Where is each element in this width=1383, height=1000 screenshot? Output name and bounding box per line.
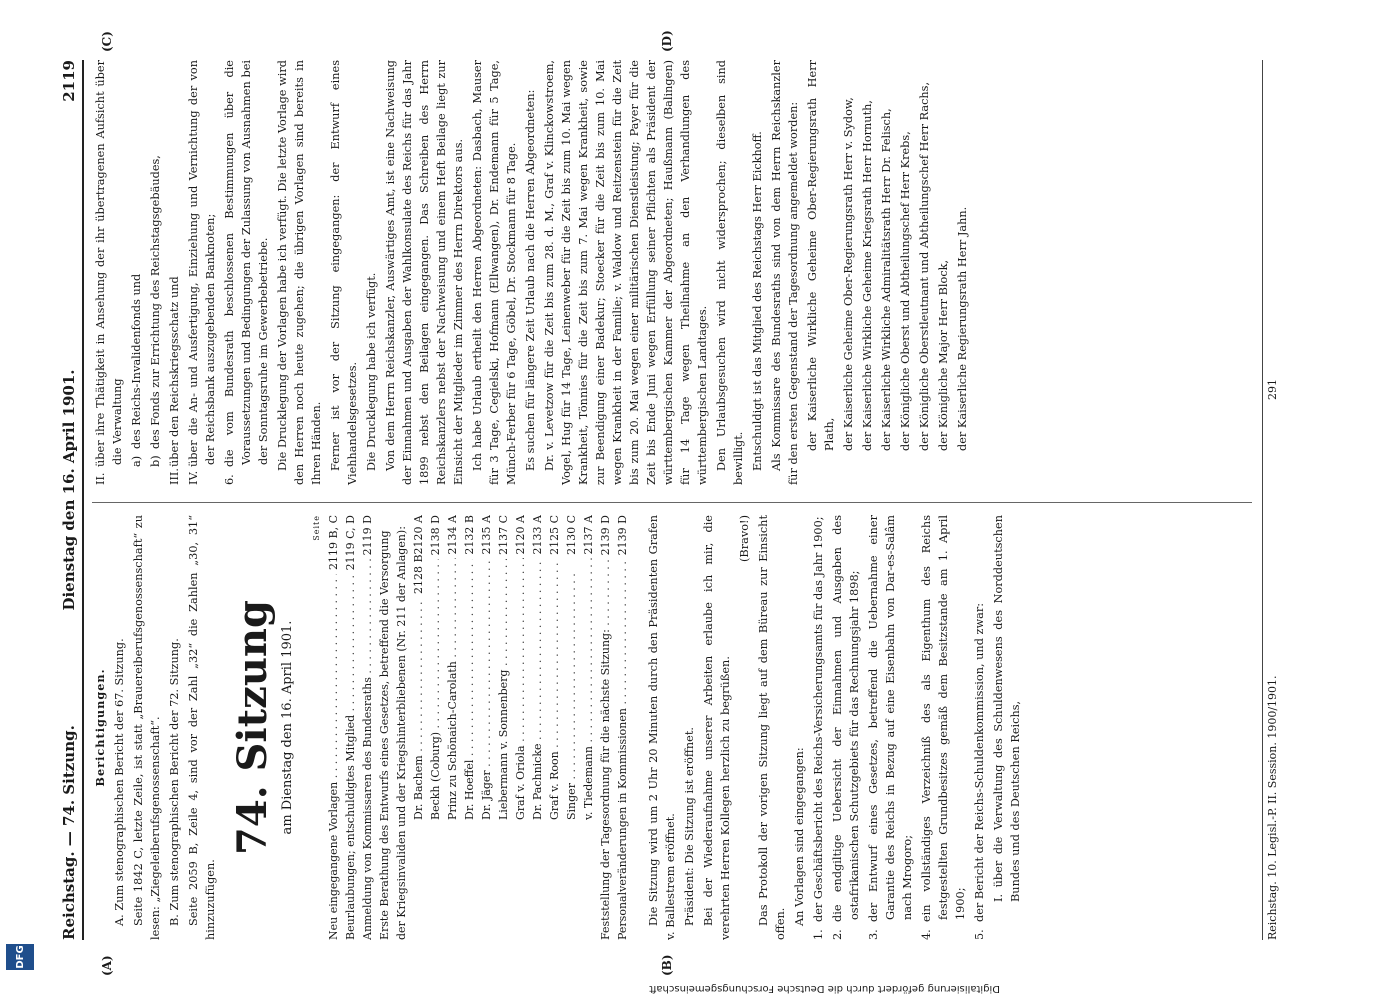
paragraph: Die Drucklegung der Vorlagen habe ich verfügt. Die letzte Vorlage wird den Herren noch heute zugehen; die übrigen Vorlagen sind bereits in Ihren Händen. bbox=[276, 60, 323, 485]
left-column bbox=[92, 515, 1252, 940]
toc-row bbox=[529, 515, 546, 940]
commissioner-name: der Kaiserliche Regierungsrath Herr Jahn. bbox=[956, 206, 969, 451]
list-item bbox=[221, 60, 272, 485]
toc-page: 2139 D bbox=[597, 515, 614, 559]
toc-row bbox=[597, 515, 614, 940]
seite-label: Seite bbox=[312, 515, 321, 541]
toc-text: Singer . . . bbox=[563, 559, 580, 940]
list-item bbox=[810, 515, 827, 940]
column-divider bbox=[92, 502, 1252, 503]
toc-page: 2133 A bbox=[529, 515, 546, 558]
list-text: der Entwurf eines Gesetzes, betreffend die Uebernahme einer Garantie des Reichs in Bezug auf eine Eisenbahn von Dar-es-Salâm nach Mrogoro; bbox=[867, 515, 914, 922]
list-item bbox=[185, 60, 219, 485]
list-text: die endgiltige Uebersicht der Einnahmen und Ausgaben des ostafrikanischen Schutzgebiets für das Rechnungsjahr 1898; bbox=[831, 515, 861, 922]
toc-row bbox=[614, 515, 631, 940]
list-text: des Reichs-Invalidenfonds und bbox=[130, 273, 143, 449]
corrections-title: Berichtigungen. bbox=[93, 668, 107, 787]
toc-page: 2120 A bbox=[412, 515, 425, 555]
toc-page: 2134 A bbox=[444, 515, 461, 558]
list-text: über den Reichskriegsschatz und bbox=[168, 276, 181, 467]
submissions-intro: An Vorlagen sind eingegangen: bbox=[793, 747, 806, 926]
margin-mark-a: (A) bbox=[100, 955, 114, 976]
correction-line: Seite 2059 B, Zeile 4, sind vor der Zahl „32“ die Zahlen „30, 31“ hinzuzufügen. bbox=[187, 515, 217, 940]
table-of-contents bbox=[325, 515, 631, 940]
list-subitem: I. über die Verwaltung des Schuldenwesens des Norddeutschen Bundes und des Deutschen Reichs, bbox=[992, 515, 1022, 902]
toc-row bbox=[546, 515, 563, 940]
list-number: IV. bbox=[187, 470, 200, 485]
toc-text: Liebermann v. Sonnenberg . . . bbox=[495, 559, 512, 940]
header-page-number: 2119 bbox=[60, 60, 78, 102]
toc-row bbox=[359, 515, 376, 940]
toc-row bbox=[512, 515, 529, 940]
toc-text: Graf v. Oriola . . . bbox=[512, 558, 529, 940]
toc-text: Erste Berathung des Entwurfs eines Gesetzes, betreffend die Versorgung der Kriegsinvaliden und der Kriegshinterbliebenen (Nr. 211 der Anlagen): bbox=[378, 526, 408, 940]
commissioner-name: der Königliche Oberst und Abtheilungschef Herr Krebs, bbox=[899, 131, 912, 451]
toc-page: 2132 B bbox=[461, 515, 478, 559]
list-subitem bbox=[147, 60, 164, 485]
list-text: ein vollständiges Verzeichniß des als Eigenthum des Reichs festgestellten Grundbesitzes gemäß dem Besitzstande am 1. April 1900; bbox=[920, 515, 967, 922]
list-number: a) bbox=[130, 455, 143, 467]
list-number: 3. bbox=[867, 929, 880, 940]
protocol-paragraph: Das Protokoll der vorigen Sitzung liegt auf dem Büreau zur Einsicht offen. bbox=[757, 515, 787, 940]
paragraph: Dr. v. Levetzow für die Zeit bis zum 28. d. M., Graf v. Klinckowstroem, Vogel, Hug für 14 Tage, Leinenweber für die Zeit bis zum 10. Mai wegen Krankheit, Tönnies für die Zeit bis zum 7. Mai wegen Krankheit, sowie zur Beendigung einer Badekur; Stoecker für die Zeit bis zum 10. Mai wegen Krankheit in der Familie; v. Waldow und Reitzenstein für die Zeit bis zum 20. Mai wegen einer militärischen Dienstleistung; Payer für die Zeit bis Ende Juni wegen Erfüllung seiner Pflichten als Präsident der württembergischen Kammer der Abgeordneten; Haußmann (Balingen) für 14 Tage wegen Theilnahme an den Verhandlungen des württembergischen Landtages. bbox=[543, 60, 709, 485]
list-item bbox=[971, 515, 988, 940]
toc-text: Neu eingegangene Vorlagen . . . bbox=[325, 574, 342, 940]
folio-number: 291 bbox=[1266, 379, 1279, 400]
commissioner-name: der Kaiserliche Geheime Ober-Regierungsrath Herr v. Sydow, bbox=[842, 97, 855, 451]
commissioner-name: der Kaiserliche Wirkliche Geheime Kriegsrath Herr Hornuth, bbox=[861, 100, 874, 451]
commissioner-name: der Königliche Major Herr Block, bbox=[937, 259, 950, 451]
toc-row bbox=[410, 554, 427, 940]
toc-text: Personalveränderungen in Kommissionen . . . bbox=[614, 559, 631, 940]
list-text: die vom Bundesrath beschlossenen Bestimmungen über die Voraussetzungen und Bedingungen der Zulassung von Ausnahmen bei der Sonntagsruhe im Gewerbebetriebe. bbox=[223, 60, 270, 467]
toc-text: Anmeldung von Kommissaren des Bundesraths . . . bbox=[359, 559, 376, 940]
toc-page: 2130 C bbox=[563, 515, 580, 559]
toc-page: 2120 A bbox=[512, 515, 529, 558]
toc-text: v. Tiedemann . . . bbox=[580, 558, 597, 940]
toc-page: 2128 B bbox=[410, 554, 427, 598]
paragraph: Von dem Herrn Reichskanzler, Auswärtiges Amt, ist eine Nachweisung der Einnahmen und Ausgaben der Wahlkonsulate des Reichs für das Jahr 1899 nebst den Beilagen eingegangen. Das Schreiben des Herrn Reichskanzlers nebst der Nachweisung und einem Heft Beilage liegt zur Einsicht der Mitglieder im Zimmer des Herrn Direktors aus. bbox=[384, 60, 465, 485]
paragraph: Ich habe Urlaub ertheilt den Herren Abgeordneten: Dasbach, Mauser für 3 Tage, Cegielski, Hofmann (Ellwangen), Dr. Endemann für 5 Tage, Münch-Ferber für 6 Tage, Göbel, Dr. Stockmann für 8 Tage. bbox=[471, 60, 518, 485]
commissioner-name: der Kaiserliche Wirkliche Geheime Ober-Regierungsrath Herr Plath, bbox=[806, 60, 836, 451]
toc-page: 2125 C bbox=[546, 515, 563, 559]
toc-page: 2119 B, C bbox=[325, 515, 342, 574]
toc-page: 2137 A bbox=[580, 515, 597, 558]
toc-row bbox=[427, 515, 444, 940]
welcome-paragraph: Bei der Wiederaufnahme unserer Arbeiten erlaube ich mir, die verehrten Herren Kollegen herzlich zu begrüßen. bbox=[702, 515, 732, 940]
margin-mark-d: (D) bbox=[660, 30, 674, 52]
toc-text: Dr. Pachnicke . . . bbox=[529, 558, 546, 940]
toc-text: Feststellung der Tagesordnung für die nächste Sitzung: . . . bbox=[597, 559, 614, 940]
toc-text: Dr. Bachem . . . bbox=[410, 598, 427, 940]
header-left: Reichstag. — 74. Sitzung. bbox=[60, 725, 78, 940]
toc-text: Beurlaubungen; entschuldigtes Mitglied . . . bbox=[342, 574, 359, 940]
correction-line: B. Zum stenographischen Bericht der 72. Sitzung. bbox=[168, 638, 181, 926]
list-number: 5. bbox=[973, 929, 986, 940]
list-text: des Fonds zur Errichtung des Reichstagsgebäudes, bbox=[149, 155, 162, 449]
toc-row bbox=[495, 515, 512, 940]
toc-row bbox=[342, 515, 359, 940]
list-subitem bbox=[128, 60, 145, 485]
toc-row bbox=[325, 515, 342, 940]
toc-text: Dr. Jäger . . . bbox=[478, 558, 495, 940]
list-item bbox=[829, 515, 863, 940]
list-text: über die An- und Ausfertigung, Einziehung und Vernichtung der von der Reichsbank auszugebenden Banknoten; bbox=[187, 60, 217, 467]
list-text: über ihre Thätigkeit in Ansehung der ihr übertragenen Aufsicht über die Verwaltung bbox=[94, 60, 124, 467]
toc-text: Dr. Hoeffel . . . bbox=[461, 559, 478, 940]
footer-source: Reichstag. 10. Legisl.-P. II. Session. 1900/1901. bbox=[1266, 675, 1279, 940]
margin-mark-c: (C) bbox=[100, 31, 114, 52]
list-number: b) bbox=[149, 455, 162, 467]
paragraph: Die Drucklegung habe ich verfügt. bbox=[365, 272, 378, 471]
paragraph: Entschuldigt ist das Mitglied des Reichstags Herr Eickhoff. bbox=[751, 131, 764, 471]
paragraph: Den Urlaubsgesuchen wird nicht widersprochen; dieselben sind bewilligt. bbox=[715, 60, 745, 485]
bravo-remark: (Bravo!) bbox=[738, 515, 751, 562]
session-subtitle: am Dienstag den 16. April 1901. bbox=[280, 620, 295, 835]
toc-page: 2135 A bbox=[478, 515, 495, 558]
list-number: II. bbox=[94, 472, 107, 485]
list-item bbox=[865, 515, 916, 940]
toc-page: 2139 D bbox=[614, 515, 631, 559]
toc-page: 2138 D bbox=[427, 515, 444, 559]
correction-line: A. Zum stenographischen Bericht der 67. Sitzung. bbox=[113, 638, 126, 926]
commissioner-name: der Königliche Oberstleutnant und Abtheilungschef Herr Rachs, bbox=[918, 81, 931, 451]
paragraph: Als Kommissare des Bundesraths sind von dem Herrn Reichskanzler für den ersten Gegenstand der Tagesordnung angemeldet worden: bbox=[770, 60, 800, 485]
paragraph: Ferner ist vor der Sitzung eingegangen: der Entwurf eines Viehhandelsgesetzes. bbox=[329, 60, 359, 485]
opening-paragraph: Die Sitzung wird um 2 Uhr 20 Minuten durch den Präsidenten Grafen v. Ballestrem eröffnet. bbox=[647, 515, 677, 940]
dfg-logo: DFG bbox=[6, 944, 34, 970]
correction-line: Seite 1842 C, letzte Zeile, ist statt „Brauereiberufsgenossenschaft“ zu lesen: „Ziegeleiberufsgenossenschaft“. bbox=[132, 515, 162, 940]
toc-row bbox=[563, 515, 580, 940]
toc-text: Graf v. Roon . . . bbox=[546, 559, 563, 940]
toc-page: 2119 D bbox=[359, 515, 376, 559]
list-number: 2. bbox=[831, 929, 844, 940]
list-text: der Geschäftsbericht des Reichs-Versicherungsamts für das Jahr 1900; bbox=[812, 516, 825, 922]
list-item bbox=[166, 60, 183, 485]
toc-row bbox=[478, 515, 495, 940]
toc-row bbox=[461, 515, 478, 940]
president-statement: Präsident: Die Sitzung ist eröffnet. bbox=[683, 727, 696, 926]
list-item bbox=[92, 60, 126, 485]
right-column bbox=[92, 60, 1252, 485]
list-number: 1. bbox=[812, 929, 825, 940]
page-footer bbox=[1262, 60, 1283, 940]
list-number: III. bbox=[168, 468, 181, 485]
header-date: Dienstag den 16. April 1901. bbox=[60, 369, 78, 611]
paragraph: Es suchen für längere Zeit Urlaub nach die Herren Abgeordneten: bbox=[524, 89, 537, 471]
margin-mark-b: (B) bbox=[660, 954, 674, 976]
toc-page: 2119 C, D bbox=[342, 515, 359, 574]
list-item bbox=[918, 515, 969, 940]
digitization-credit-text: Digitalisierung gefördert durch die Deutsche Forschungsgemeinschaft bbox=[649, 983, 1000, 994]
toc-row bbox=[444, 515, 461, 940]
toc-page: 2137 C bbox=[495, 515, 512, 559]
toc-row bbox=[580, 515, 597, 940]
session-title: 74. Sitzung bbox=[229, 600, 276, 855]
commissioner-name: der Kaiserliche Wirkliche Admiralitätsrath Herr Dr. Felisch, bbox=[880, 108, 893, 451]
toc-text: Prinz zu Schönaich-Carolath . . . bbox=[444, 558, 461, 940]
list-text: der Bericht der Reichs-Schuldenkommission, und zwar: bbox=[973, 602, 986, 922]
list-number: 4. bbox=[920, 929, 933, 940]
list-number: 6. bbox=[223, 474, 236, 485]
digitization-credit bbox=[380, 966, 1000, 994]
page-header bbox=[52, 60, 84, 940]
toc-text: Beckh (Coburg) . . . bbox=[427, 559, 444, 940]
